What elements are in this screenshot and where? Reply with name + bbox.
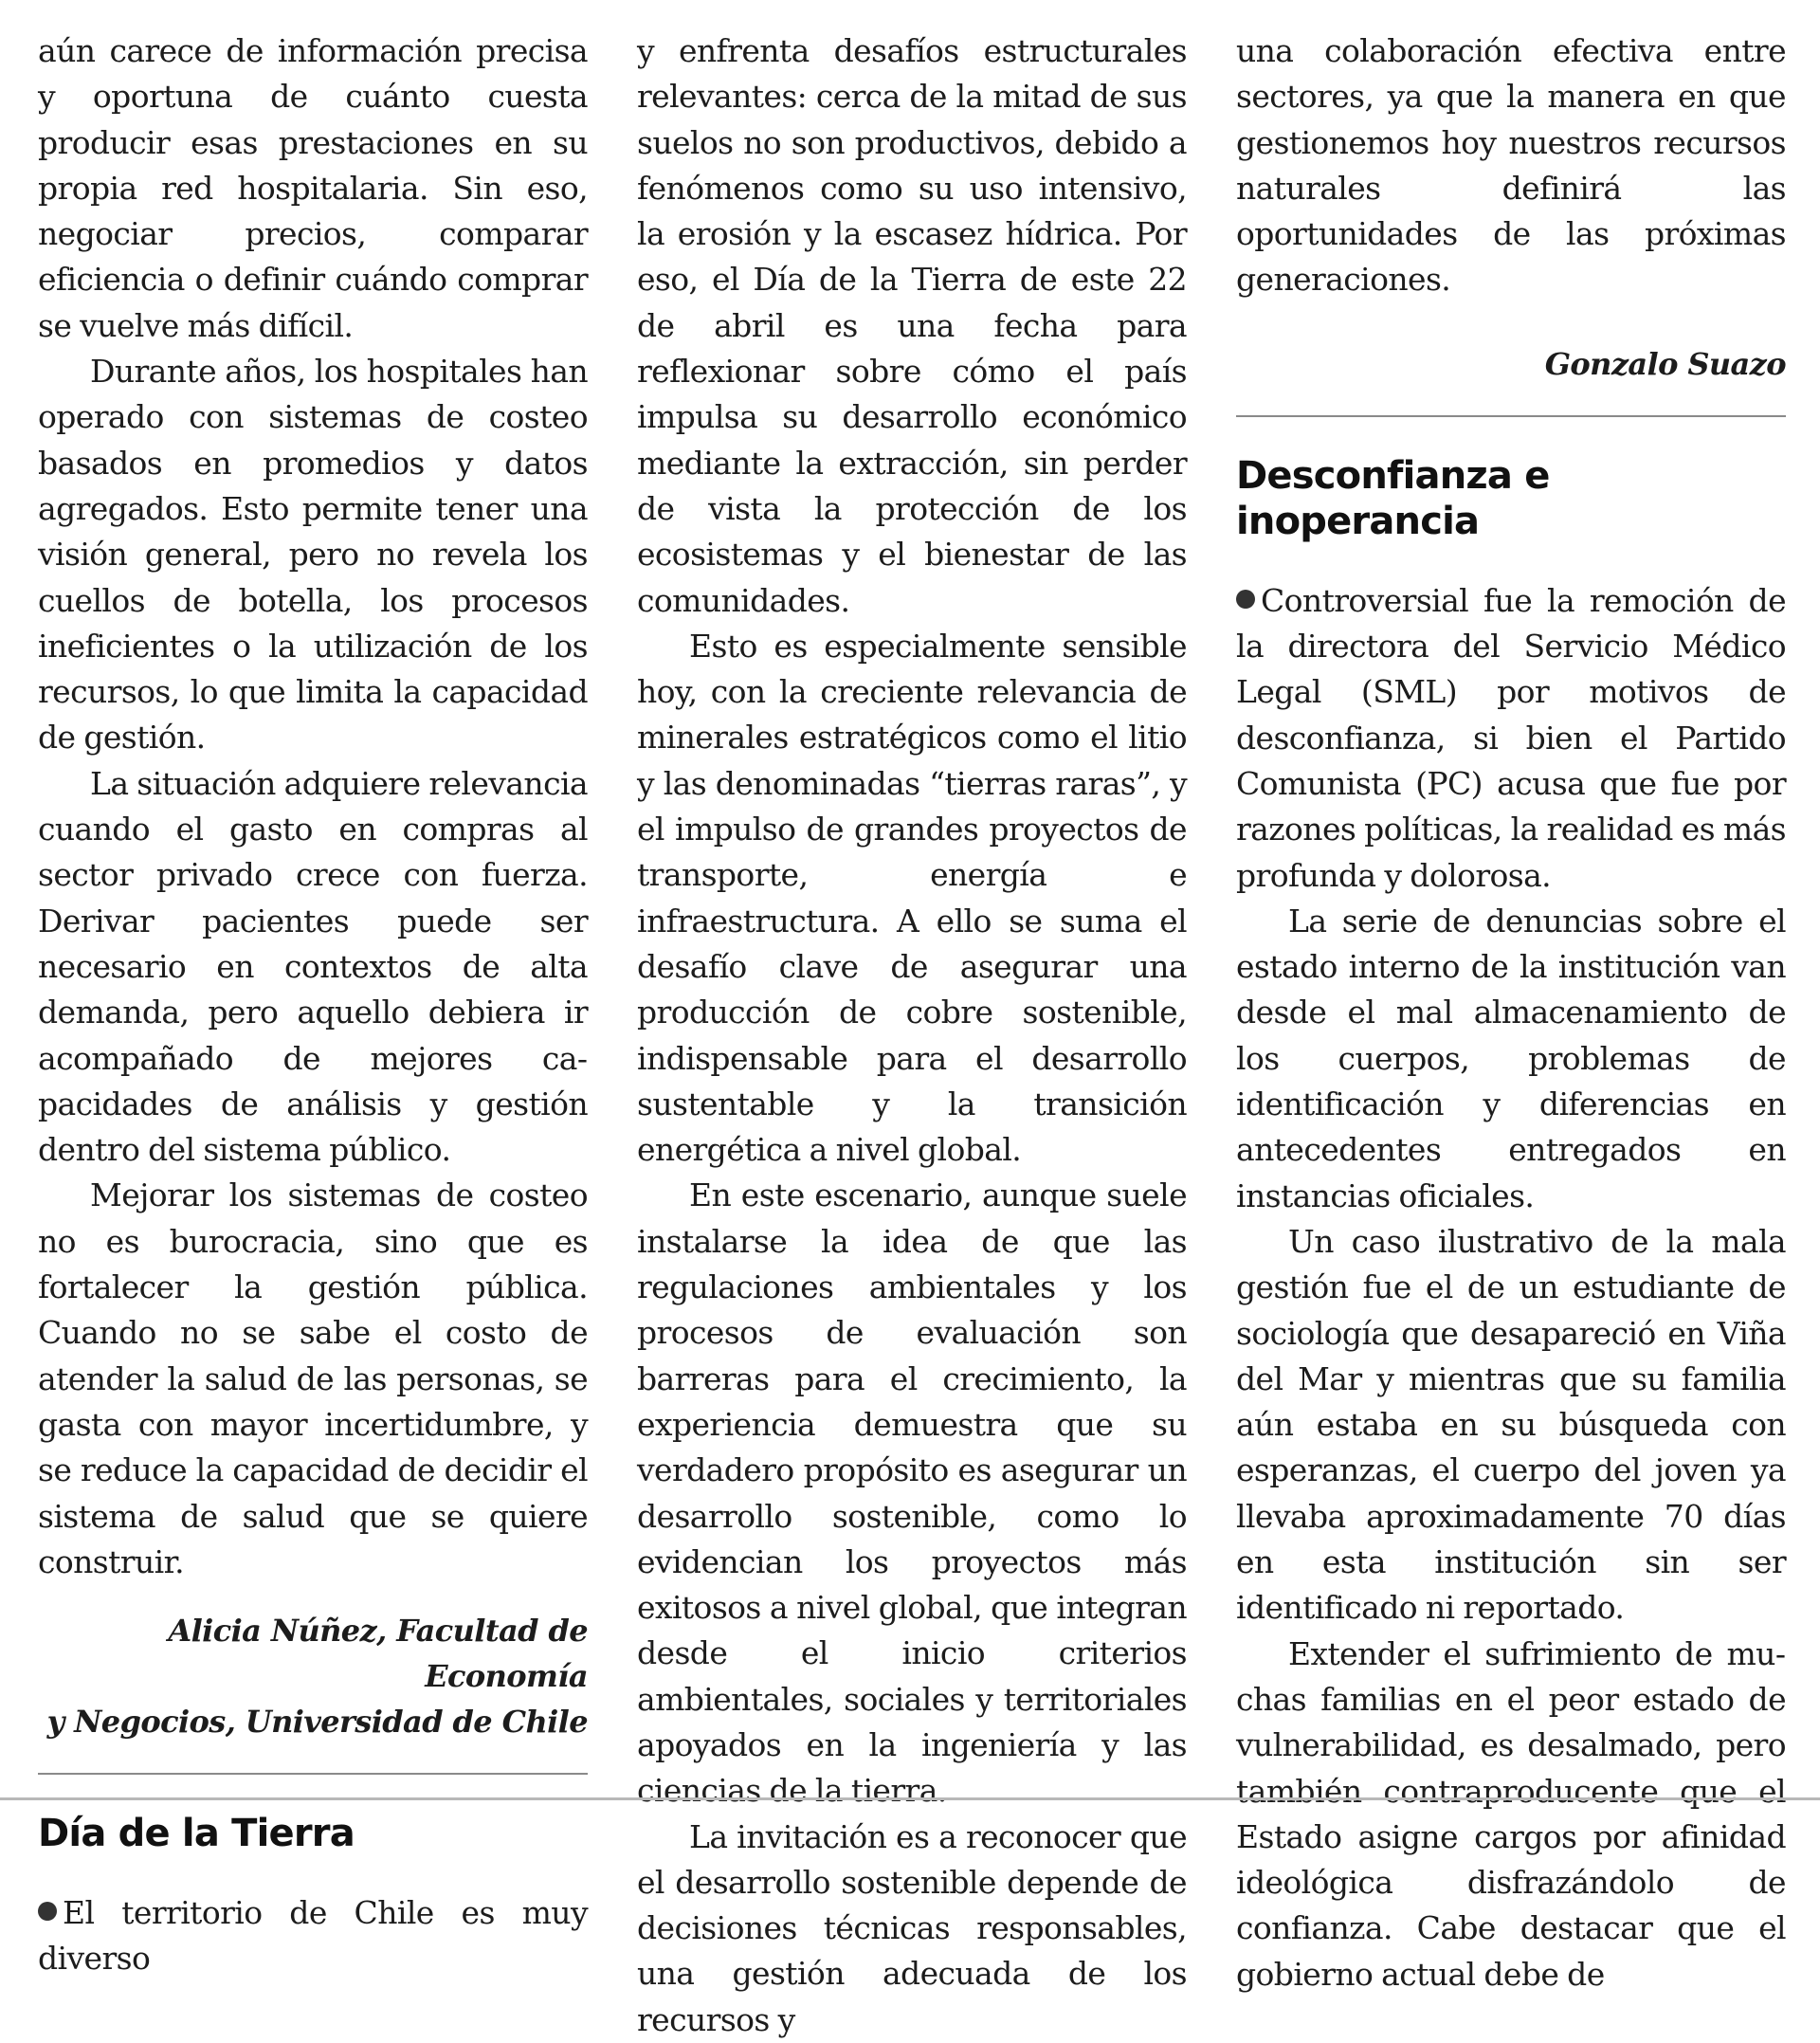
section-heading-dia-de-la-tierra: Día de la Tierra bbox=[38, 1812, 355, 1856]
column-3-paragraph: una colaboración efectiva entre sectores, ya que la manera en que gestionemos hoy nuestros recursos naturales definirá las oportunidades de las próximas generaciones. bbox=[1236, 32, 1786, 299]
column-1-lead-paragraph bbox=[38, 1890, 588, 1982]
column-1-signature bbox=[38, 1608, 588, 1744]
column-1 bbox=[38, 28, 588, 1978]
bullet-icon bbox=[38, 1902, 57, 1921]
column-3-paragraph: Extender el sufrimiento de muchas familias en el peor estado de vulnerabilidad, es desalmado, pero también contraproducente que el Estado asigne cargos por afinidad ideológica disfrazándolo de confianza. Cabe destacar que el gobierno actual debe de bbox=[1236, 1634, 1786, 1993]
lead-text: Controversial fue la remoción de la directora del Servicio Médico Legal (SML) por motivos de desconfianza, si bien el Partido Comunista (PC) acusa que fue por razones políticas, la realidad es más profunda y dolorosa. bbox=[1236, 581, 1786, 894]
section-heading-desconfianza: Desconfianza e inoperancia bbox=[1236, 453, 1550, 543]
column-2-paragraph: La invitación es a reconocer que el desarrollo sostenible depende de decisiones técnicas responsables, una gestión adecuada de los recursos y bbox=[637, 1817, 1187, 2038]
column-2-paragraph: y enfrenta desafíos estructurales relevantes: cerca de la mitad de sus suelos no son productivos, debido a fenómenos como su uso intensivo, la erosión y la escasez hídrica. Por eso, el Día de la Tierra de este 22 de abril es una fecha para reflexionar sobre cómo el país impulsa su desarrollo económico mediante la extracción, sin perder de vista la protección de los ecosistemas y el bienestar de las comunidades. bbox=[637, 32, 1187, 619]
signature-author: Alicia Núñez, Facultad de Economía bbox=[168, 1613, 588, 1695]
column-1-paragraph: Mejorar los sistemas de costeo no es burocracia, sino que es fortalecer la gestión pública. Cuando no se sabe el costo de atender la salud de las personas, se gasta con mayor incertidumbre, y se reduce la capacidad de decidir el sistema de salud que se quiere construir. bbox=[38, 1177, 588, 1580]
bullet-icon bbox=[1236, 590, 1255, 609]
column-2 bbox=[637, 28, 1187, 2038]
column-3-signature: Gonzalo Suazo bbox=[1544, 345, 1786, 382]
column-1-paragraph: aún carece de información precisa y oportuna de cuánto cuesta producir esas prestaciones en su propia red hospitalaria. Sin eso, negociar precios, comparar eficiencia o definir cuándo comprar se vuelve más difícil. bbox=[38, 32, 588, 344]
section-divider bbox=[38, 1773, 588, 1775]
column-1-paragraph: Durante años, los hospitales han operado con sistemas de costeo basados en promedios y datos agregados. Esto permite tener una visión general, pero no revela los cuellos de botella, los procesos ineficientes o la utilización de los recursos, lo que limita la capacidad de gestión. bbox=[38, 353, 588, 757]
page-bottom-rule bbox=[0, 1797, 1820, 1800]
column-3 bbox=[1236, 28, 1786, 1993]
section-divider bbox=[1236, 415, 1786, 417]
column-2-paragraph: En este escenario, aunque suele instalarse la idea de que las regulaciones ambientales y los procesos de evaluación son barreras para el crecimiento, la experiencia demuestra que su verdadero propósito es asegurar un desarrollo sostenible, como lo evidencian los proyectos más exitosos a nivel global, que integran desde el inicio criterios ambientales, sociales y territoriales apoyados en la ingeniería y las ciencias de la tierra. bbox=[637, 1177, 1187, 1810]
lead-text: El territorio de Chile es muy diverso bbox=[38, 1894, 588, 1978]
column-2-paragraph: Esto es especialmente sensible hoy, con la creciente relevancia de minerales estratégicos como el litio y las denominadas “tierras raras”, y el impulso de grandes proyectos de transporte, energía e infraestructura. A ello se suma el desafío clave de asegurar una producción de cobre sostenible, indispensable para el desarrollo sustentable y la transición energética a nivel global. bbox=[637, 627, 1187, 1169]
column-3-paragraph: La serie de denuncias sobre el estado interno de la institución van desde el mal almacenamiento de los cuerpos, problemas de identificación y diferencias en antecedentes entregados en instancias oficiales. bbox=[1236, 902, 1786, 1214]
column-3-lead-paragraph bbox=[1236, 578, 1786, 899]
signature-affiliation: y Negocios, Universidad de Chile bbox=[46, 1704, 588, 1741]
column-1-paragraph: La situación adquiere relevancia cuando el gasto en compras al sector privado crece con fuerza. Derivar pacientes puede ser necesario en contextos de alta demanda, pero aquello debiera ir acompañado de mejores capacidades de análisis y gestión dentro del sistema público. bbox=[38, 764, 588, 1169]
column-3-paragraph: Un caso ilustrativo de la mala gestión fue el de un estudiante de sociología que desapareció en Viña del Mar y mientras que su familia aún estaba en su búsqueda con esperanzas, el cuerpo del joven ya llevaba aproximadamente 70 días en esta institución sin ser identificado ni reportado. bbox=[1236, 1222, 1786, 1627]
